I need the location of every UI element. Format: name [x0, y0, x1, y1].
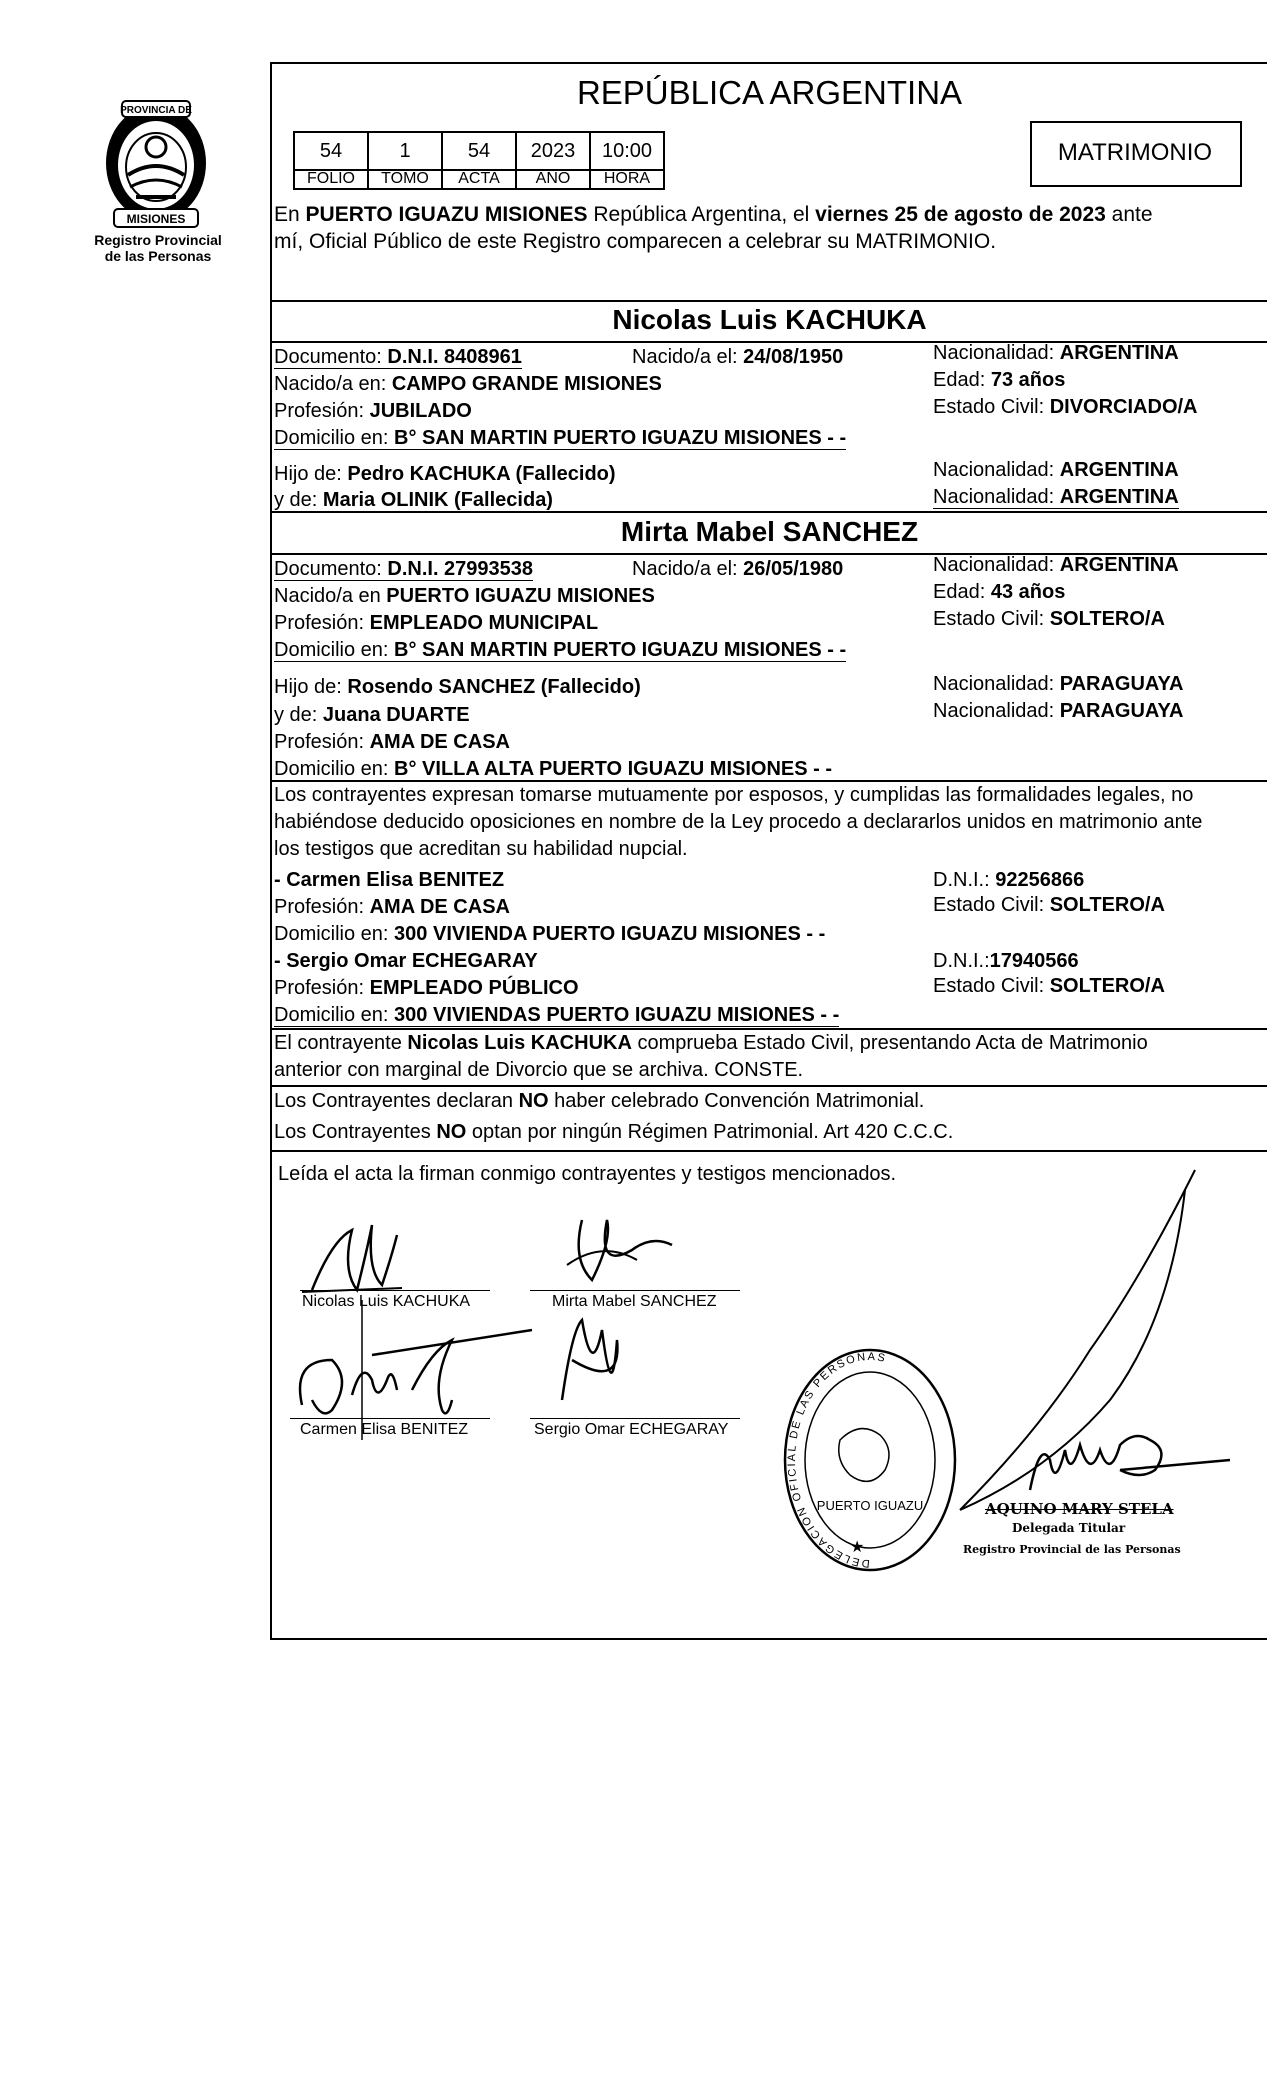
- signature-line: [530, 1290, 740, 1291]
- regime-line-1: Los Contrayentes declaran NO haber celebrado Convención Matrimonial.: [274, 1090, 925, 1112]
- witness-2-civil-status: Estado Civil: SOLTERO/A: [933, 975, 1165, 997]
- witness-1-profession: Profesión: AMA DE CASA: [274, 896, 510, 918]
- bride-name: Mirta Mabel SANCHEZ: [620, 516, 919, 547]
- signature-witness-2: Sergio Omar ECHEGARAY: [534, 1421, 729, 1438]
- groom-father-nationality: Nacionalidad: ARGENTINA: [933, 459, 1179, 481]
- acta-label: ACTA: [441, 169, 517, 190]
- tomo-label: TOMO: [367, 169, 443, 190]
- registry-name-line1: Registro Provincial: [94, 232, 222, 248]
- svg-text:★: ★: [850, 1537, 865, 1556]
- bride-mother: y de: Juana DUARTE: [274, 704, 470, 726]
- groom-mother: y de: Maria OLINIK (Fallecida): [274, 489, 553, 511]
- intro-line-1: En PUERTO IGUAZU MISIONES República Argentina, el viernes 25 de agosto de 2023 ante: [274, 203, 1153, 226]
- bride-mother-nationality: Nacionalidad: PARAGUAYA: [933, 700, 1184, 722]
- bride-father: Hijo de: Rosendo SANCHEZ (Fallecido): [274, 676, 641, 698]
- intro-line-2: mí, Oficial Público de este Registro comparecen a celebrar su MATRIMONIO.: [274, 230, 997, 253]
- bride-profession: Profesión: EMPLEADO MUNICIPAL: [274, 612, 599, 634]
- declaration-line-1: Los contrayentes expresan tomarse mutuamente por esposos, y cumplidas las formalidades legales, no: [274, 784, 1194, 806]
- emblem-top-text: PROVINCIA DE: [120, 105, 192, 116]
- declaration-line-3: los testigos que acreditan su habilidad nupcial.: [274, 838, 688, 860]
- hour-value-box: [589, 131, 665, 171]
- groom-age: Edad: 73 años: [933, 369, 1066, 391]
- signature-line: [530, 1418, 740, 1419]
- seal-center-text: PUERTO IGUAZU: [816, 1498, 924, 1513]
- hour-label: HORA: [589, 169, 665, 190]
- bride-father-nationality: Nacionalidad: PARAGUAYA: [933, 673, 1184, 695]
- closing-statement: Leída el acta la firman conmigo contrayentes y testigos mencionados.: [278, 1163, 897, 1185]
- groom-civil-status: Estado Civil: DIVORCIADO/A: [933, 396, 1198, 418]
- tomo-value: 1: [399, 140, 411, 162]
- signature-bride: Mirta Mabel SANCHEZ: [552, 1293, 717, 1310]
- signature-line: [300, 1290, 490, 1291]
- folio-value: 54: [319, 140, 343, 162]
- year-label: AÑO: [515, 169, 591, 190]
- bride-mother-address: Domicilio en: B° VILLA ALTA PUERTO IGUAZU MISIONES - -: [274, 758, 833, 780]
- country-title: REPÚBLICA ARGENTINA: [576, 74, 963, 111]
- bride-civil-status: Estado Civil: SOLTERO/A: [933, 608, 1165, 630]
- tomo-value-box: [367, 131, 443, 171]
- witness-1-name: - Carmen Elisa BENITEZ: [274, 869, 505, 891]
- official-name: AQUINO MARY STELA: [985, 1500, 1174, 1518]
- registry-logo: [92, 95, 220, 235]
- bride-age: Edad: 43 años: [933, 581, 1066, 603]
- witness-2-name: - Sergio Omar ECHEGARAY: [274, 950, 538, 972]
- bride-birthplace: Nacido/a en PUERTO IGUAZU MISIONES: [274, 585, 655, 607]
- divider: [272, 511, 1267, 513]
- witness-2-profession: Profesión: EMPLEADO PÚBLICO: [274, 977, 579, 999]
- declaration-line-2: habiéndose deducido oposiciones en nombre de la Ley procedo a declararlos unidos en matrimonio ante: [274, 811, 1203, 833]
- signature-groom: Nicolas Luis KACHUKA: [302, 1293, 471, 1310]
- witness-1-address: Domicilio en: 300 VIVIENDA PUERTO IGUAZU MISIONES - -: [274, 923, 826, 945]
- year-value: 2023: [530, 140, 576, 162]
- groom-father: Hijo de: Pedro KACHUKA (Fallecido): [274, 463, 616, 485]
- groom-name: Nicolas Luis KACHUKA: [612, 304, 927, 335]
- folio-value-box: [293, 131, 369, 171]
- groom-address: Domicilio en: B° SAN MARTIN PUERTO IGUAZU MISIONES - -: [274, 427, 847, 449]
- hour-value: 10:00: [601, 140, 653, 162]
- year-value-box: [515, 131, 591, 171]
- divider: [272, 1028, 1267, 1030]
- registry-name-line2: de las Personas: [104, 248, 212, 264]
- regime-line-2: Los Contrayentes NO optan por ningún Régimen Patrimonial. Art 420 C.C.C.: [274, 1121, 954, 1143]
- emblem-bottom-text: MISIONES: [126, 212, 186, 226]
- groom-birthplace: Nacido/a en: CAMPO GRANDE MISIONES: [274, 373, 662, 395]
- witness-2-dni: D.N.I.:17940566: [933, 950, 1079, 972]
- witness-2-address: Domicilio en: 300 VIVIENDAS PUERTO IGUAZU MISIONES - -: [274, 1004, 840, 1026]
- witness-1-dni: D.N.I.: 92256866: [933, 869, 1085, 891]
- groom-profession: Profesión: JUBILADO: [274, 400, 472, 422]
- groom-nationality: Nacionalidad: ARGENTINA: [933, 342, 1179, 364]
- ceremony-place: PUERTO IGUAZU MISIONES: [305, 203, 588, 226]
- official-role: Delegada Titular: [1012, 1521, 1126, 1535]
- divider: [272, 1085, 1267, 1087]
- acta-value-box: [441, 131, 517, 171]
- signature-witness-1: Carmen Elisa BENITEZ: [300, 1421, 469, 1438]
- bride-birth-date: Nacido/a el: 26/05/1980: [632, 558, 844, 580]
- misiones-emblem-icon: [92, 95, 220, 230]
- official-organization: Registro Provincial de las Personas: [963, 1543, 1181, 1556]
- divider: [272, 780, 1267, 782]
- folio-label: FOLIO: [293, 169, 369, 190]
- bride-mother-profession: Profesión: AMA DE CASA: [274, 731, 510, 753]
- bride-nationality: Nacionalidad: ARGENTINA: [933, 554, 1179, 576]
- divider: [272, 300, 1267, 302]
- groom-mother-nationality: Nacionalidad: ARGENTINA: [933, 486, 1179, 508]
- seal-ring-text: DELEGACIÓN OFICIAL DE LAS PERSONAS: [785, 1350, 888, 1570]
- bride-address: Domicilio en: B° SAN MARTIN PUERTO IGUAZU MISIONES - -: [274, 639, 847, 661]
- acta-value: 54: [467, 140, 491, 162]
- note-line-2: anterior con marginal de Divorcio que se archiva. CONSTE.: [274, 1059, 804, 1081]
- signature-line: [290, 1418, 490, 1419]
- official-seal-icon: [780, 1340, 960, 1580]
- registry-name: [68, 232, 248, 264]
- groom-birth-date: Nacido/a el: 24/08/1950: [632, 346, 844, 368]
- witness-1-civil-status: Estado Civil: SOLTERO/A: [933, 894, 1165, 916]
- bride-document: Documento: D.N.I. 27993538: [274, 558, 534, 580]
- record-type-label: MATRIMONIO: [1057, 139, 1213, 166]
- ceremony-date: viernes 25 de agosto de 2023: [815, 203, 1106, 226]
- official-signature: [940, 1160, 1240, 1520]
- groom-document: Documento: D.N.I. 8408961: [274, 346, 522, 368]
- note-line-1: El contrayente Nicolas Luis KACHUKA comprueba Estado Civil, presentando Acta de Matrimonio: [274, 1032, 1148, 1054]
- divider: [272, 1150, 1267, 1152]
